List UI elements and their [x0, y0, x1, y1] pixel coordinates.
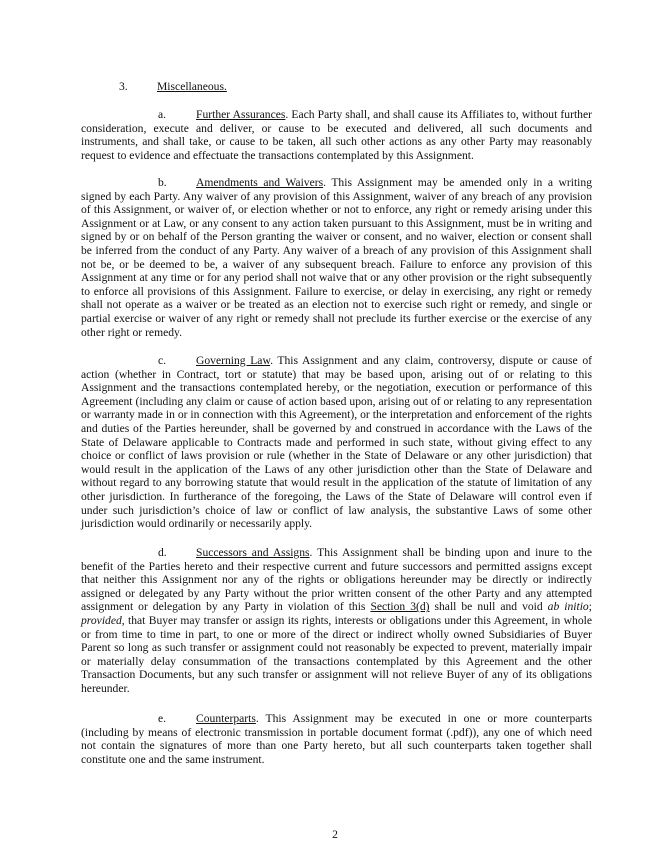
clause-further-assurances — [81, 108, 592, 162]
italic-term: ab initio — [547, 600, 589, 614]
clause-label: e. — [158, 712, 167, 725]
page-number: 2 — [332, 828, 338, 841]
clause-body: . This Assignment and any claim, controversy, dispute or cause of action (whether in Contract, tort or statute) that may be based upon, arising out of or relating to this Assignment and the transactions contemplated hereby, or the negotiation, execution or performance of this Agreement (including any claim or cause of action based upon, arising out of or relating to any representation or warranty made in or in connection with this Agreement), or the interpretation and enforcement of the rights and duties of the Parties hereunder, shall be governed by and construed in accordance with the Laws of the State of Delaware applicable to Contracts made and performed in such state, without giving effect to any choice or conflict of laws provision or rule (whether in the State of Delaware or any other jurisdiction) that would result in the application of the Laws of any other jurisdiction other than the State of Delaware and without regard to any borrowing statute that would result in the application of the statute of limitation of any other jurisdiction. In furtherance of the foregoing, the Laws of the State of Delaware will control even if under such jurisdiction’s choice of law or conflict of law analysis, the substantive Laws of some other jurisdiction would ordinarily or necessarily apply. — [81, 354, 592, 531]
clause-label: a. — [158, 108, 167, 121]
clause-label: c. — [158, 354, 167, 367]
clause-label: d. — [158, 546, 167, 559]
clause-body: . This Assignment may be amended only in a writing signed by each Party. Any waiver of any provision of this Assignment, waiver of any breach of any provision of this Assignment, or waiver of, or election whether or not to enforce, any right or remedy arising under this Assignment or at Law, or any consent to any action taken pursuant to this Assignment, must be in writing and signed by or on behalf of the Person granting the waiver or consent, and no waiver, election or consent shall be inferred from the conduct of any Party. Any waiver of a breach of any provision of this Assignment shall not be, or be deemed to be, a waiver of any subsequent breach. Failure to enforce any provision of this Assignment at any time or for any period shall not waive that or any other provision or the right subsequently to enforce all provisions of this Assignment. Failure to exercise, or delay in exercising, any right or remedy shall not operate as a waiver or be treated as an election not to exercise such right or remedy, and single or partial exercise or waiver of any right or remedy shall not preclude its further exercise or the exercise of any other right or remedy. — [81, 176, 592, 339]
clause-governing-law — [81, 354, 592, 531]
clause-body: . This Assignment may be executed in one or more counterparts (including by means of electronic transmission in portable document format (.pdf)), any one of which need not contain the signatures of more than one Party hereto, but all such counterparts taken together shall constitute one and the same instrument. — [81, 712, 592, 766]
clause-label: b. — [158, 176, 167, 189]
italic-term: provided — [81, 613, 122, 627]
clause-counterparts — [81, 712, 592, 766]
clause-body: shall be null and void — [429, 600, 548, 614]
section-heading — [119, 80, 227, 94]
clause-body: . Each Party shall, and shall cause its Affiliates to, without further consideration, execute and deliver, or cause to be executed and delivered, all such documents and instruments, and shall take, or cause to be taken, all such other actions as any other Party may reasonably request to evidence and effectuate the transactions contemplated by this Assignment. — [81, 108, 592, 162]
clause-body: ; — [588, 600, 592, 614]
clause-title: Counterparts — [196, 712, 256, 725]
clause-title: Successors and Assigns — [196, 546, 310, 559]
section-reference: Section 3(d) — [370, 600, 430, 614]
clause-body: . This Assignment shall be binding upon and inure to the benefit of the Parties hereto and their respective current and future successors and permitted assigns except that neither this Assignment nor any of the rights or obligations hereunder may be directly or indirectly assigned or delegated by any Party without the prior written consent of the other Party and any attempted assignment or delegation by any Party in violation of this — [81, 546, 592, 614]
clause-body: , that Buyer may transfer or assign its rights, interests or obligations under this Agreement, in whole or from time to time in part, to one or more of the direct or indirect wholly owned Subsidiaries of Buyer Parent so long as such transfer or assignment could not reasonably be expected to prevent, materially impair or materially delay consummation of the transactions contemplated by this Agreement and the other Transaction Documents, but any such transfer or assignment will not relieve Buyer of any of its obligations hereunder. — [81, 613, 592, 695]
clause-title: Further Assurances — [196, 108, 286, 121]
clause-title: Governing Law — [196, 354, 271, 367]
section-number: 3. — [119, 80, 128, 93]
section-title: Miscellaneous. — [157, 80, 227, 93]
clause-amendments-and-waivers — [81, 176, 592, 339]
clause-title: Amendments and Waivers — [196, 176, 324, 189]
clause-successors-and-assigns — [81, 546, 592, 696]
